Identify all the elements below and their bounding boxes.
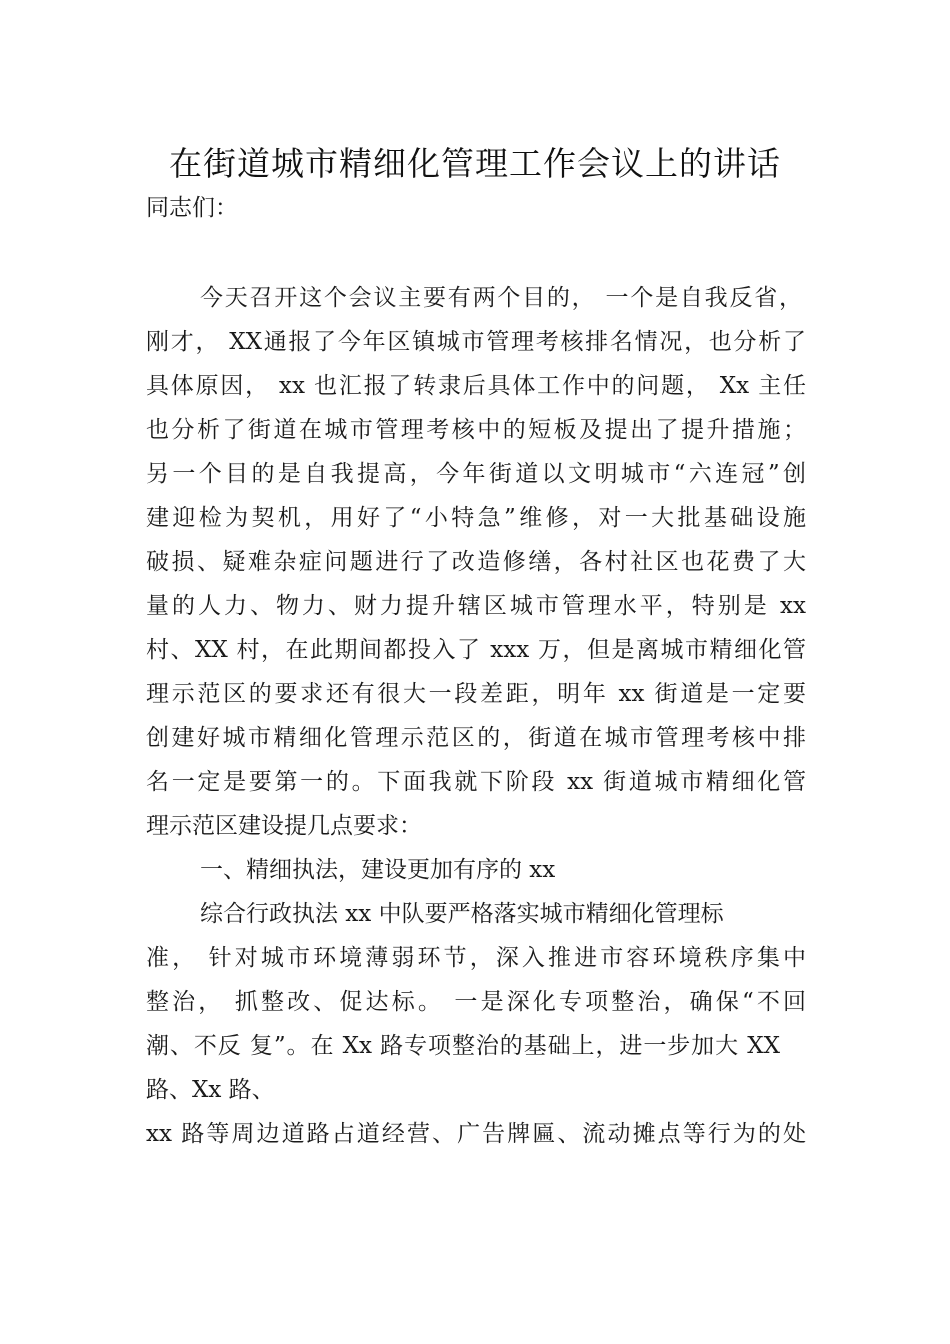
- paragraph-line: 路、Xx 路、: [146, 1077, 275, 1103]
- salutation: 同志们：: [146, 195, 238, 221]
- paragraph-line: 潮、不反 复”。在 Xx 路专项整治的基础上，进一步加大 XX: [146, 1033, 780, 1059]
- paragraph-line: 也分析了街道在城市管理考核中的短板及提出了提升措施；: [146, 417, 806, 443]
- paragraph-line: 今天召开这个会议主要有两个目的， 一个是自我反省，: [200, 285, 802, 311]
- paragraph-line: xx 路等周边道路占道经营、广告牌匾、流动摊点等行为的处: [146, 1121, 806, 1147]
- paragraph-line: 具体原因， xx 也汇报了转隶后具体工作中的问题， Xx 主任: [146, 373, 806, 399]
- paragraph-line: 理示范区建设提几点要求：: [146, 813, 422, 839]
- paragraph-line: 建迎检为契机，用好了“小特急”维修，对一大批基础设施: [146, 505, 806, 531]
- paragraph-line: 量的人力、物力、财力提升辖区城市管理水平，特别是 xx: [146, 593, 806, 619]
- document-title: 在街道城市精细化管理工作会议上的讲话: [169, 144, 781, 183]
- section-heading: 一、精细执法，建设更加有序的 xx: [200, 857, 556, 883]
- paragraph-line: 综合行政执法 xx 中队要严格落实城市精细化管理标: [200, 901, 724, 927]
- paragraph-line: 创建好城市精细化管理示范区的，街道在城市管理考核中排: [146, 725, 806, 751]
- paragraph-line: 村、XX 村，在此期间都投入了 xxx 万，但是离城市精细化管: [146, 637, 806, 663]
- paragraph-line: 刚才， XX通报了今年区镇城市管理考核排名情况，也分析了: [146, 329, 806, 355]
- paragraph-line: 准， 针对城市环境薄弱环节，深入推进市容环境秩序集中: [146, 945, 806, 971]
- paragraph-line: 名一定是要第一的。下面我就下阶段 xx 街道城市精细化管: [146, 769, 806, 795]
- paragraph-line: 整治， 抓整改、促达标。 一是深化专项整治，确保“不回: [146, 989, 806, 1015]
- paragraph-line: 理示范区的要求还有很大一段差距，明年 xx 街道是一定要: [146, 681, 806, 707]
- paragraph-line: 破损、疑难杂症问题进行了改造修缮，各村社区也花费了大: [146, 549, 806, 575]
- paragraph-line: 另一个目的是自我提高，今年街道以文明城市“六连冠”创: [146, 461, 806, 487]
